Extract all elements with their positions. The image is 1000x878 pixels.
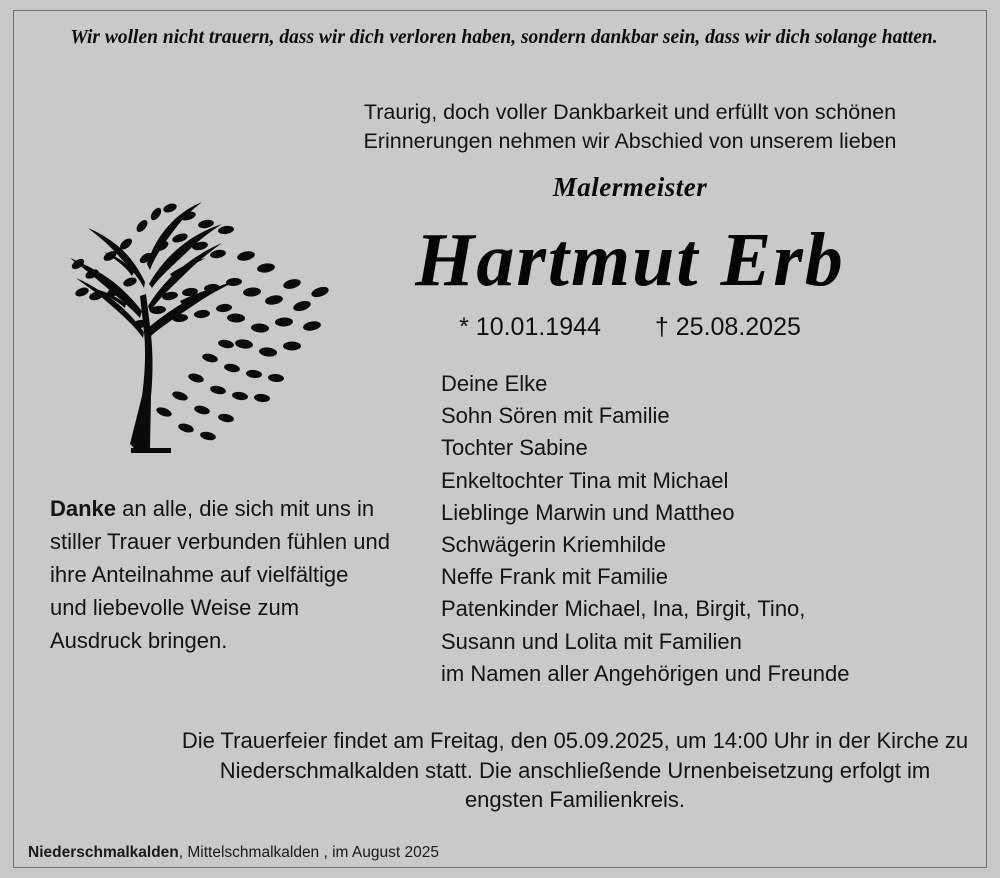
- list-item: Neffe Frank mit Familie: [441, 564, 668, 590]
- thanks-text: [50, 492, 390, 657]
- thanks-lead: Danke: [50, 496, 117, 521]
- profession-text: Malermeister: [552, 172, 708, 202]
- list-item: Tochter Sabine: [441, 435, 588, 461]
- thanks-body: an alle, die sich mit uns in stiller Trauer verbunden fühlen und ihre Anteilnahme auf vielfältige und liebevolle Weise zum Ausdruck bringen.: [50, 496, 390, 653]
- list-item: im Namen aller Angehörigen und Freunde: [441, 660, 850, 686]
- footer-rest: , Mittelschmalkalden , im August 2025: [178, 844, 439, 861]
- deceased-name: Hartmut Erb: [415, 218, 845, 302]
- list-item: Deine Elke: [441, 371, 548, 396]
- list-item: Patenkinder Michael, Ina, Birgit, Tino,: [441, 596, 806, 622]
- life-dates: [300, 313, 960, 342]
- death-date: † 25.08.2025: [654, 313, 801, 341]
- footer-place: Niederschmalkalden: [28, 844, 179, 861]
- list-item: Lieblinge Marwin und Mattheo: [441, 499, 735, 525]
- motto-text: Wir wollen nicht trauern, dass wir dich verloren haben, sondern dankbar sein, dass wir dich solange hatten.: [70, 27, 938, 48]
- list-item: Sohn Sören mit Familie: [441, 403, 670, 429]
- list-item: Susann und Lolita mit Familien: [441, 628, 742, 654]
- list-item: Enkeltochter Tina mit Michael: [441, 467, 729, 493]
- intro-text: Traurig, doch voller Dankbarkeit und erfüllt von schönen Erinnerungen nehmen wir Abschied von unserem lieben: [363, 100, 897, 153]
- list-item: Schwägerin Kriemhilde: [441, 532, 666, 558]
- footer-line: [28, 844, 439, 862]
- ceremony-text: Die Trauerfeier findet am Freitag, den 05.09.2025, um 14:00 Uhr in der Kirche zu Niederschmalkalden statt. Die anschließende Urnenbeisetzung erfolgt im engsten Familienkreis.: [181, 728, 969, 812]
- family-list: [441, 368, 971, 690]
- birth-date: * 10.01.1944: [459, 313, 601, 341]
